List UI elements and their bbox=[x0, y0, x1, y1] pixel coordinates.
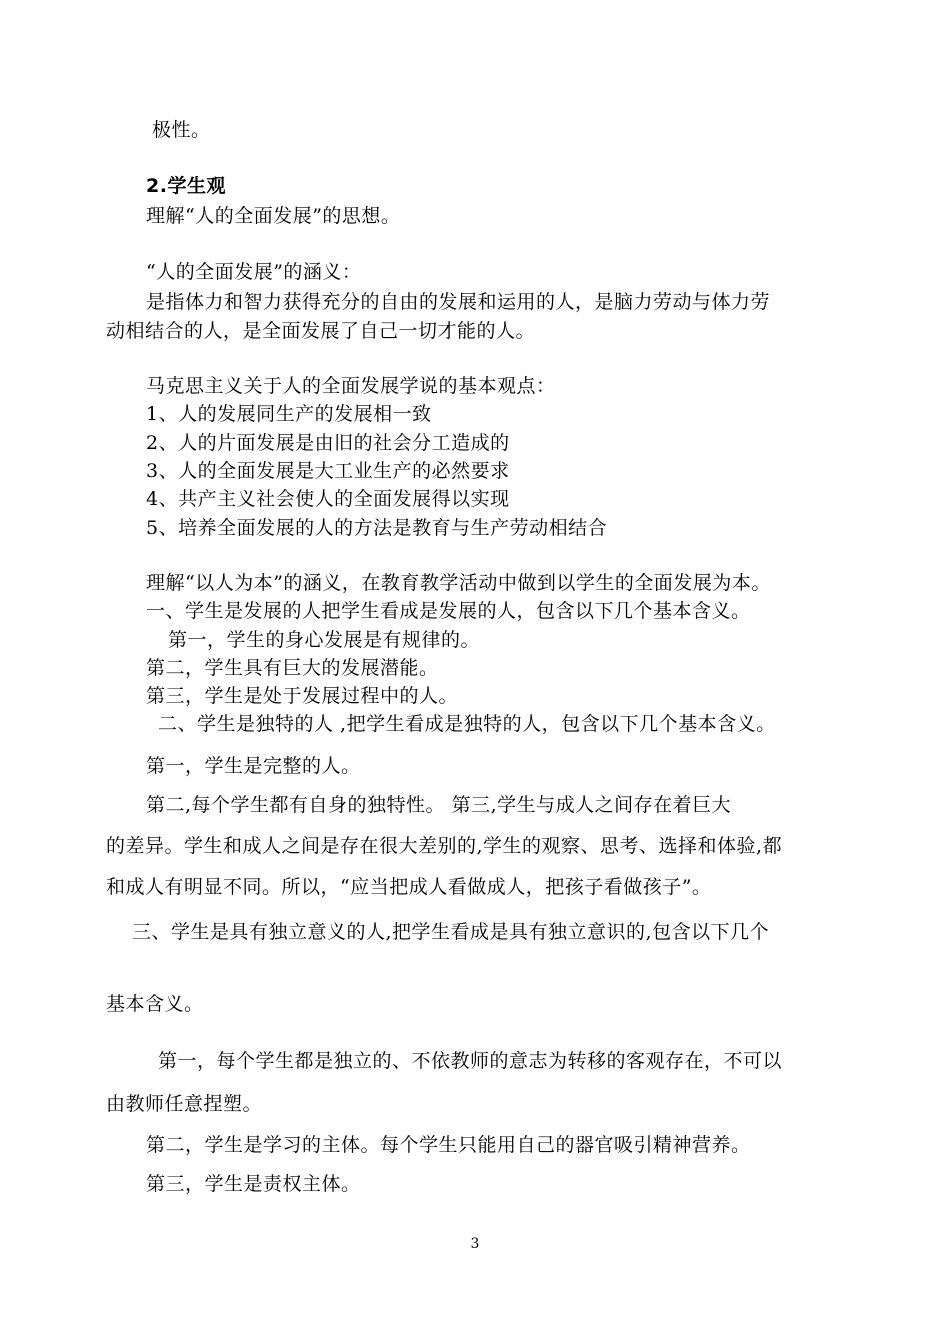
list-item: 2、人的片面发展是由旧的社会分工造成的 bbox=[146, 432, 510, 454]
text-line: 一、学生是发展的人把学生看成是发展的人，包含以下几个基本含义。 bbox=[146, 600, 751, 622]
text-line: 极性。 bbox=[152, 119, 211, 141]
text-line: 是指体力和智力获得充分的自由的发展和运用的人，是脑力劳动与体力劳 bbox=[146, 291, 771, 313]
text-line: 第一，每个学生都是独立的、不依教师的意志为转移的客观存在，不可以 bbox=[158, 1050, 783, 1072]
text-line: 二、学生是独特的人 ,把学生看成是独特的人，包含以下几个基本含义。 bbox=[158, 713, 776, 735]
text-line: 马克思主义关于人的全面发展学说的基本观点： bbox=[146, 375, 556, 397]
text-line: 第一，学生的身心发展是有规律的。 bbox=[168, 629, 481, 651]
text-line: 第三，学生是处于发展过程中的人。 bbox=[146, 685, 459, 707]
list-item: 1、人的发展同生产的发展相一致 bbox=[146, 403, 432, 425]
text-line: 第二，学生具有巨大的发展潜能。 bbox=[146, 657, 439, 679]
list-item: 3、人的全面发展是大工业生产的必然要求 bbox=[146, 460, 510, 482]
page-number: 3 bbox=[470, 1236, 480, 1252]
text-line: 理解“以人为本”的涵义，在教育教学活动中做到以学生的全面发展为本。 bbox=[146, 572, 771, 594]
text-line: 第三，学生是责权主体。 bbox=[146, 1173, 361, 1195]
list-item: 5、培养全面发展的人的方法是教育与生产劳动相结合 bbox=[146, 517, 608, 539]
text-line: 第二,每个学生都有自身的独特性。 第三,学生与成人之间存在着巨大 bbox=[146, 794, 732, 816]
text-line: 第二，学生是学习的主体。每个学生只能用自己的器官吸引精神营养。 bbox=[146, 1134, 751, 1156]
text-line: 和成人有明显不同。所以，“应当把成人看做成人，把孩子看做孩子”。 bbox=[106, 876, 712, 898]
text-line: “人的全面发展”的涵义： bbox=[146, 261, 362, 283]
text-line: 由教师任意捏塑。 bbox=[106, 1093, 263, 1115]
text-line: 理解“人的全面发展”的思想。 bbox=[146, 205, 401, 227]
section-heading: 2.学生观 bbox=[146, 175, 226, 197]
text-line: 三、学生是具有独立意义的人,把学生看成是具有独立意识的,包含以下几个 bbox=[132, 921, 770, 943]
list-item: 4、共产主义社会使人的全面发展得以实现 bbox=[146, 488, 510, 510]
text-line: 动相结合的人，是全面发展了自己一切才能的人。 bbox=[106, 320, 536, 342]
text-line: 第一，学生是完整的人。 bbox=[146, 755, 361, 777]
text-line: 基本含义。 bbox=[106, 993, 204, 1015]
text-line: 的差异。学生和成人之间是存在很大差别的,学生的观察、思考、选择和体验,都 bbox=[106, 835, 783, 857]
